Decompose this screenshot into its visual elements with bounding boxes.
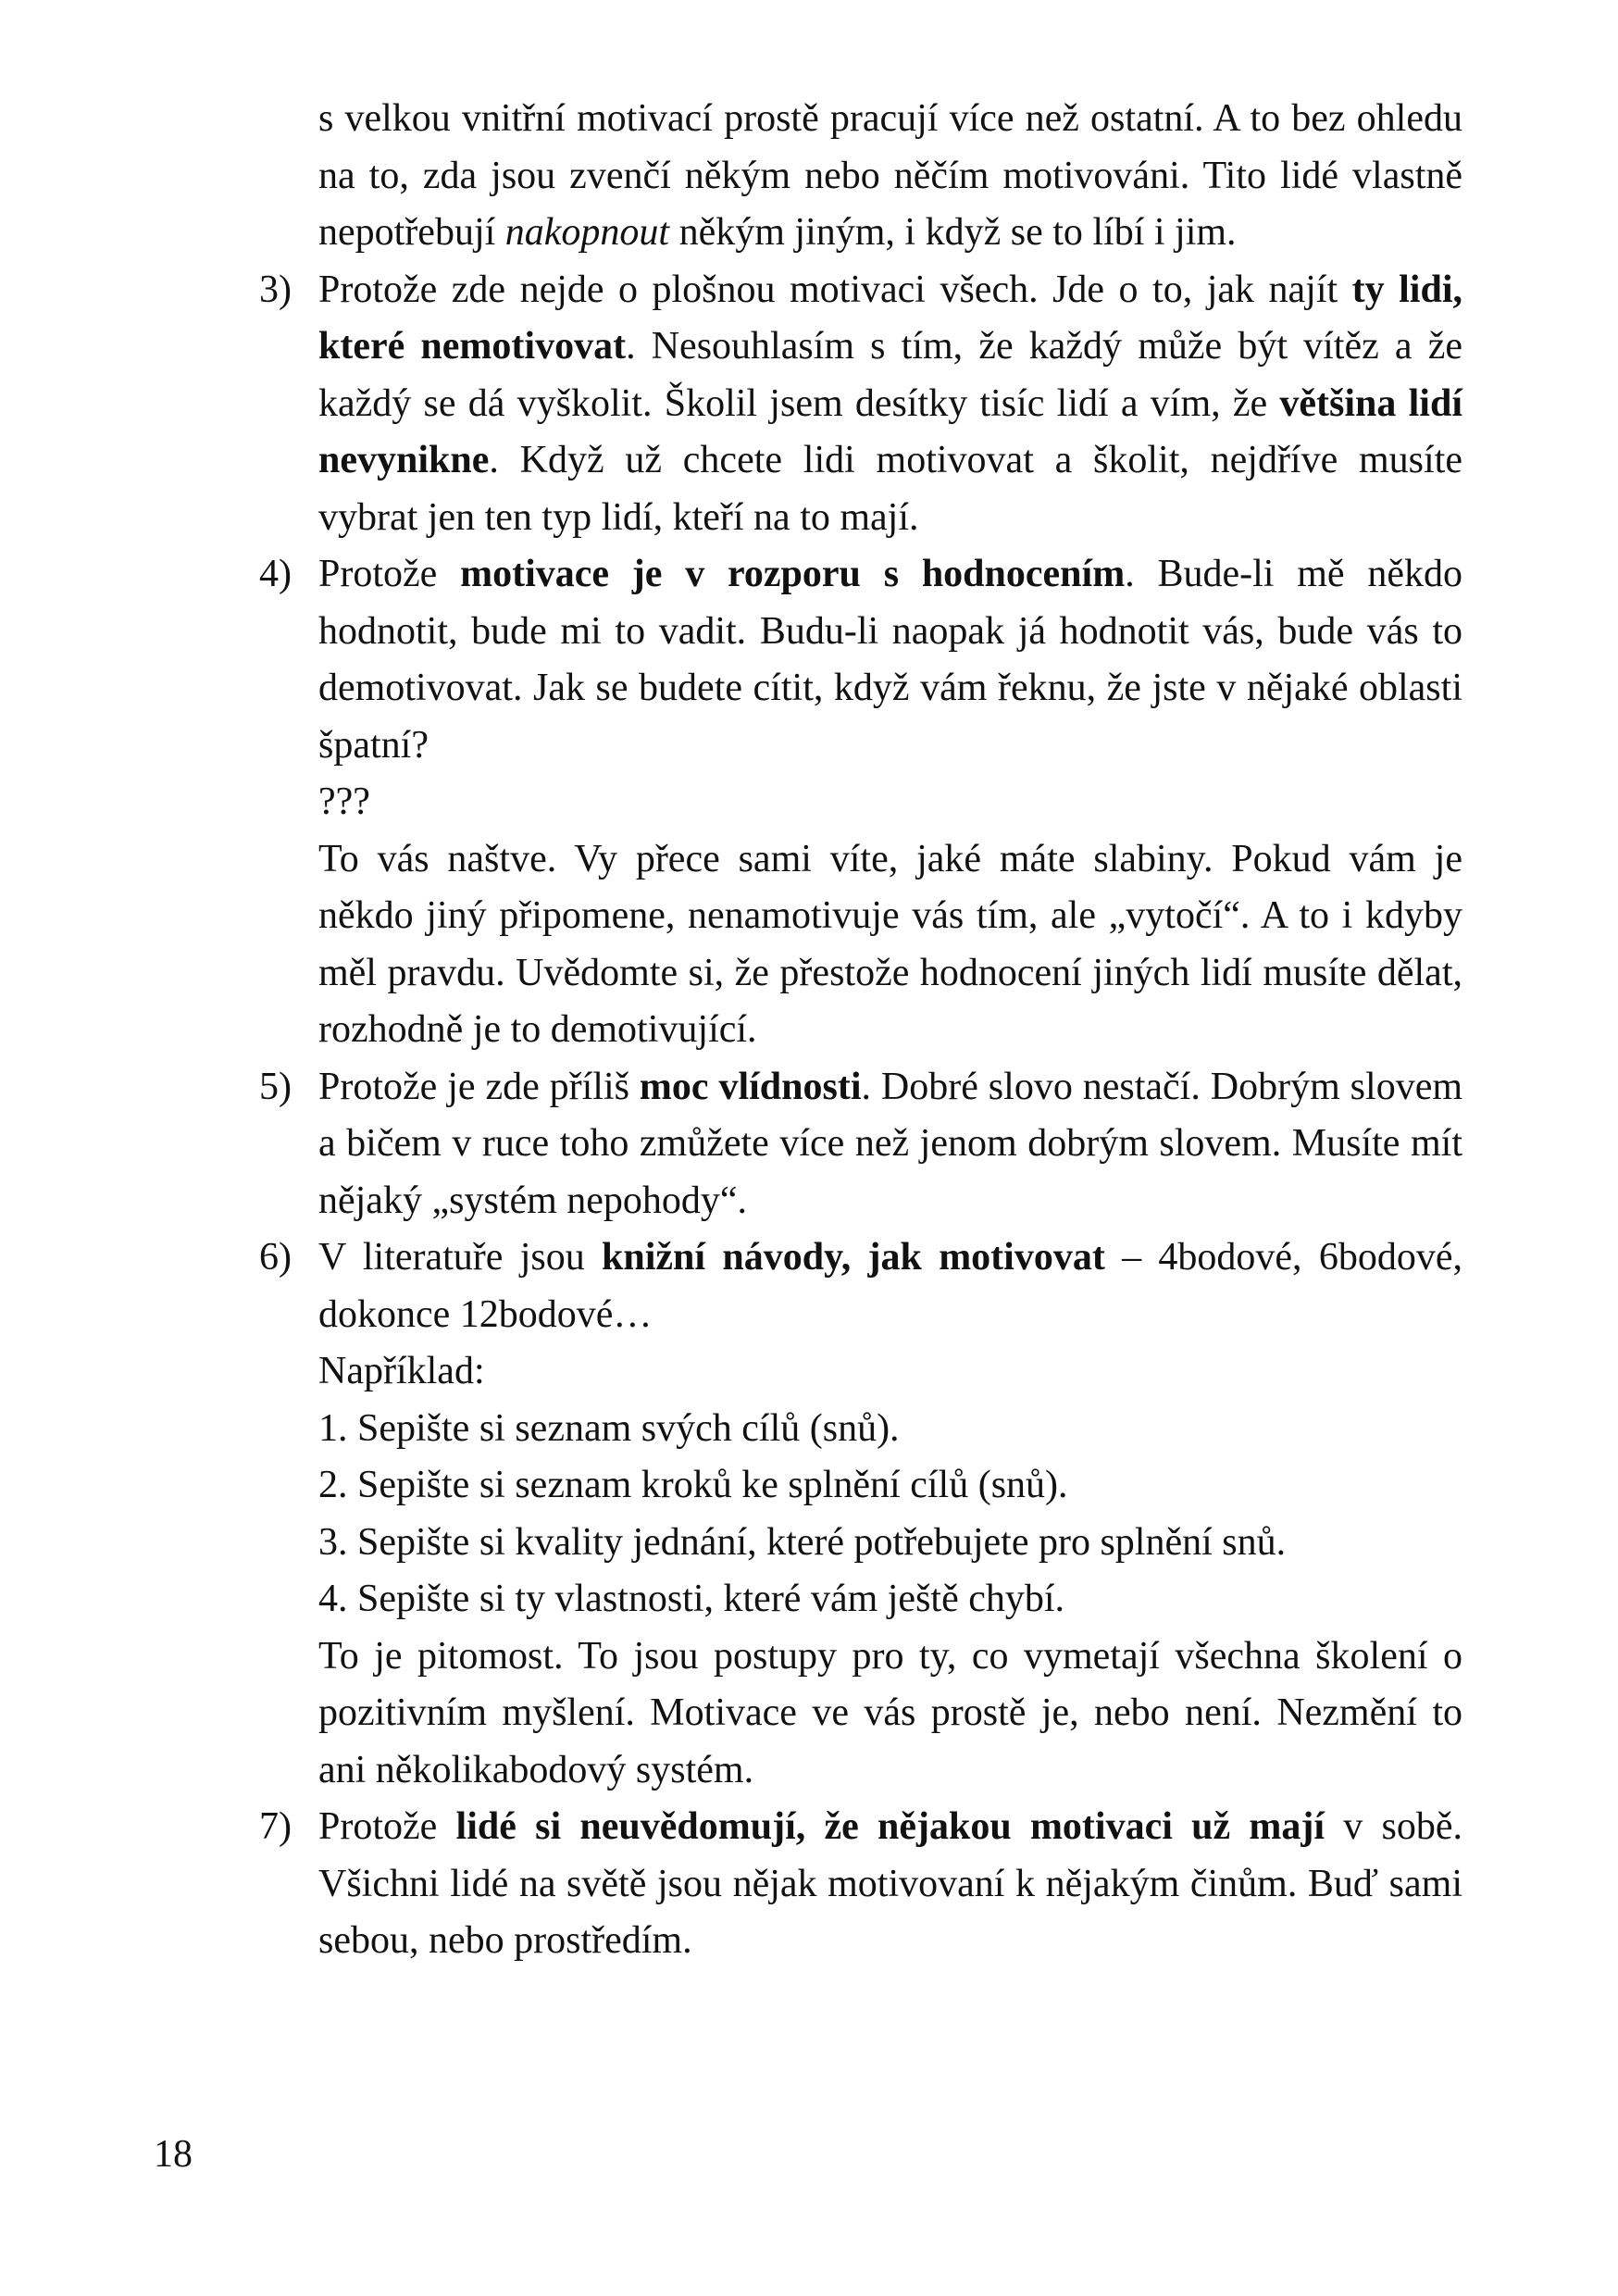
step-line: 4. Sepište si ty vlastnosti, které vám ještě chybí. (318, 1578, 1065, 1620)
question-marks: ??? (318, 780, 370, 823)
bold-text: moc vlídnosti (639, 1065, 862, 1108)
item-paragraph: To vás naštve. Vy přece sami víte, jaké máte slabiny. Pokud vám je někdo jiný připomene, nenamotivuje vás tím, ale „vytočí“. A to i kdyby měl pravdu. Uvědomte si, že přestože hodnocení jiných lidí musíte dělat, rozhodně je to demotivující. (318, 837, 1462, 1051)
item-paragraph (318, 1059, 1462, 1230)
text-run: s velkou vnitřní motivací prostě pracují více než ostatní. A to bez ohledu na to, zda jsou zvenčí někým nebo něčím motivováni. Tito lidé vlastně nepotřebují (318, 97, 1462, 254)
text-run: v sobě. Všichni lidé na světě jsou nějak motivovaní k nějakým činům. Buď sami sebou, nebo prostředím. (318, 1805, 1462, 1962)
body-text (231, 91, 1462, 1970)
text-run: Protože (318, 1805, 456, 1848)
text-run: . Bude-li mě někdo hodnotit, bude mi to vadit. Budu-li naopak já hodnotit vás, bude vás to demotivovat. Jak se budete cítit, když vám řeknu, že jste v nějaké oblasti špatní? (318, 553, 1463, 767)
example-label: Například: (318, 1350, 485, 1392)
text-run: V literatuře jsou (318, 1236, 603, 1279)
bold-text: knižní návody, jak motivovat (602, 1236, 1105, 1279)
step-line: 1. Sepište si seznam svých cílů (snů). (318, 1406, 900, 1450)
item-paragraph (318, 262, 1462, 547)
item-number: 5) (259, 1065, 292, 1108)
list-item-4 (231, 546, 1462, 1059)
italic-text: nakopnout (504, 211, 670, 254)
list-item-7 (231, 1799, 1462, 1970)
item-number: 3) (259, 268, 292, 311)
bold-text: většina lidí nevynikne (318, 381, 1462, 481)
step-line: 2. Sepište si seznam kroků ke splnění cílů (snů). (318, 1464, 1068, 1506)
text-run: někým jiným, i když se to líbí i jim. (669, 211, 1237, 254)
item-paragraph (318, 1799, 1462, 1970)
list-item-3 (231, 262, 1462, 547)
text-run: – 4bodové, 6bodové, dokonce 12bodové… (318, 1236, 1462, 1336)
bold-text: motivace je v rozporu s hodnocením (460, 553, 1126, 595)
list-item-6 (231, 1229, 1462, 1799)
item-paragraph (318, 1229, 1462, 1343)
text-run: . Když už chcete lidi motivovat a školit, nejdříve musíte vybrat jen ten typ lidí, kteří na to mají. (318, 439, 1462, 539)
text-run: . Dobré slovo nestačí. Dobrým slovem a bičem v ruce toho zmůžete více než jenom dobrým slovem. Musíte mít nějaký „systém nepohody“. (318, 1065, 1462, 1222)
text-run: Protože je zde příliš (318, 1065, 640, 1108)
item-number: 6) (259, 1236, 292, 1279)
list-item-5 (231, 1059, 1462, 1230)
step-line: 3. Sepište si kvality jednání, které potřebujete pro splnění snů. (318, 1520, 1287, 1564)
item-paragraph (318, 546, 1462, 774)
text-run: . Nesouhlasím s tím, že každý může být vítěz a že každý se dá vyškolit. Školil jsem desítky tisíc lidí a vím, že (318, 325, 1462, 425)
bold-text: lidé si neuvědomují, že nějakou motivaci už mají (455, 1805, 1326, 1848)
intro-paragraph (231, 91, 1462, 262)
item-number: 7) (259, 1805, 292, 1848)
page-number: 18 (154, 2133, 193, 2176)
text-run: Protože (318, 553, 461, 595)
item-number: 4) (259, 553, 292, 595)
text-run: Protože zde nejde o plošnou motivaci všech. Jde o to, jak najít (318, 268, 1352, 311)
bold-text: ty lidi, které nemotivovat (318, 268, 1462, 368)
item-paragraph: To je pitomost. To jsou postupy pro ty, co vymetají všechna školení o pozitivním myšlení. Motivace ve vás prostě je, nebo není. Nezmění to ani několikabodový systém. (318, 1634, 1462, 1791)
